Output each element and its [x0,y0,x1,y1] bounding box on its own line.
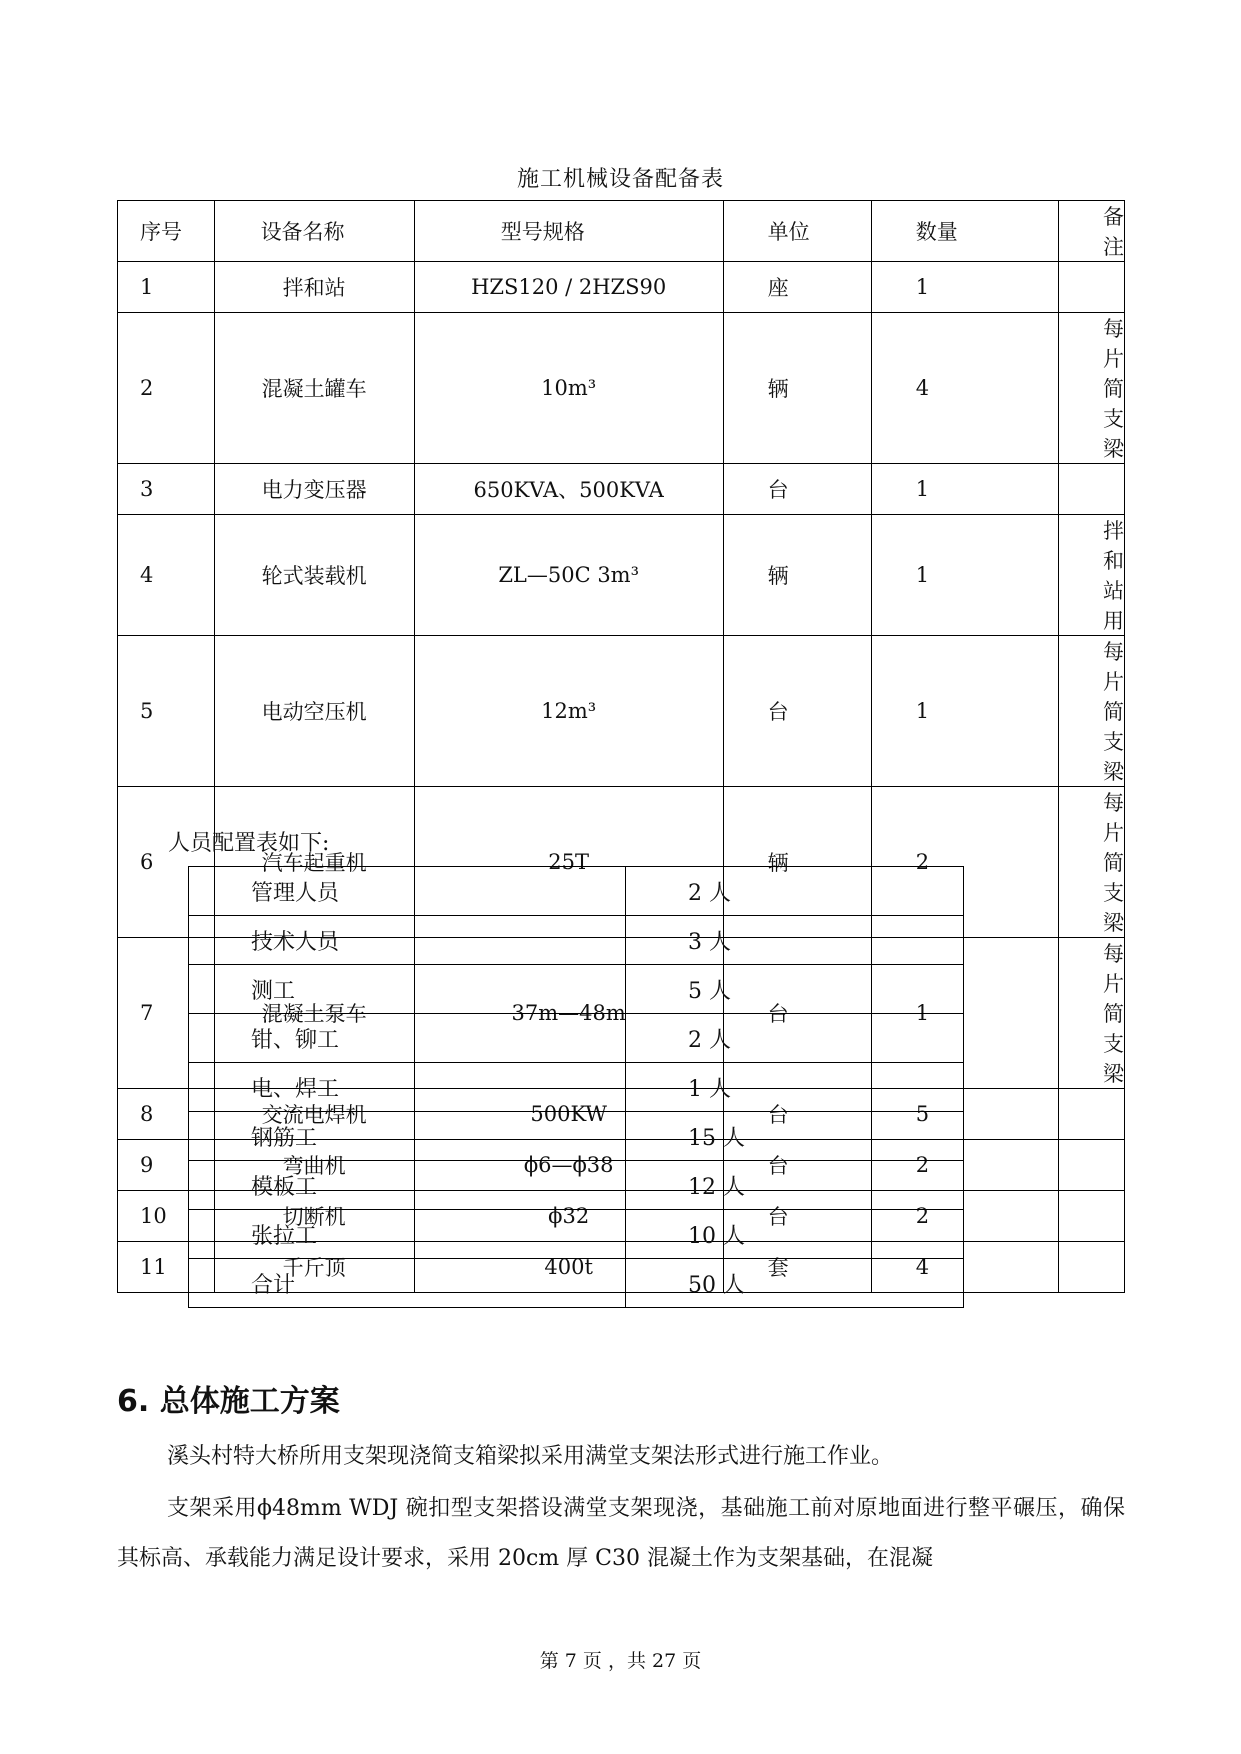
table-cell: 12m³ [414,636,723,787]
table-cell: 3 人 [626,916,964,965]
table-cell: 测工 [189,965,626,1014]
table-cell: 辆 [723,787,871,938]
table-cell: 台 [723,464,871,515]
table-cell: 650KVA、500KVA [414,464,723,515]
table-cell: 拌和站 [214,262,414,313]
table-cell: 4 [118,515,215,636]
table-cell: 每片简支梁 [1059,938,1125,1089]
table-cell: 每片简支梁 [1059,787,1125,938]
table-cell: 交流电焊机 [214,1089,414,1140]
table-cell: 台 [723,1191,871,1242]
section-heading: 6. 总体施工方案 [117,1384,340,1419]
header-cell: 型号规格 [414,201,723,262]
table-cell [1059,262,1125,313]
page-footer: 第 7 页 ，共 27 页 [539,1650,702,1672]
header-cell: 设备名称 [214,201,414,262]
table-cell: 6 [118,787,215,938]
table-cell [1059,1140,1125,1191]
table-cell: 电、焊工 [189,1063,626,1112]
table-cell: 台 [723,636,871,787]
table-cell: 座 [723,262,871,313]
table-row [189,916,964,965]
table-cell: 台 [723,1089,871,1140]
table-cell: 辆 [723,313,871,464]
table-cell: 10m³ [414,313,723,464]
table-cell: 7 [118,938,215,1089]
table-cell: 钢筋工 [189,1112,626,1161]
table-cell: 每片简支梁 [1059,636,1125,787]
table-cell: 汽车起重机 [214,787,414,938]
table-row [189,1112,964,1161]
paragraph: 支架采用ϕ48mm WDJ 碗扣型支架搭设满堂支架现浇，基础施工前对原地面进行整平碾压，确保其标高、承载能力满足设计要求，采用 20cm 厚 C30 混凝土作为支架基础，在混凝 [117,1496,1125,1571]
table-cell: HZS120 / 2HZS90 [414,262,723,313]
table-cell: 张拉工 [189,1210,626,1259]
table-cell: 15 人 [626,1112,964,1161]
paragraph: 溪头村特大桥所用支架现浇简支箱梁拟采用满堂支架法形式进行施工作业。 [167,1444,894,1469]
table-cell: 台 [723,1140,871,1191]
table-cell: 轮式装载机 [214,515,414,636]
table-cell: ϕ6—ϕ38 [414,1140,723,1191]
table-cell: ϕ32 [414,1191,723,1242]
table-row [189,1161,964,1210]
table-cell: 12 人 [626,1161,964,1210]
table-cell: 钳、铆工 [189,1014,626,1063]
table-cell: 8 [118,1089,215,1140]
table-cell: 2 [871,787,1058,938]
table-cell: 50 人 [626,1259,964,1308]
table-cell: 千斤顶 [214,1242,414,1293]
staff-table [188,866,964,1308]
table-cell [1059,1242,1125,1293]
table-cell: 合计 [189,1259,626,1308]
table-cell: 电动空压机 [214,636,414,787]
table-cell: 1 人 [626,1063,964,1112]
table-cell: 混凝土泵车 [214,938,414,1089]
table-cell: 1 [118,262,215,313]
table-cell: 1 [871,636,1058,787]
table-cell: 电力变压器 [214,464,414,515]
table-cell: 4 [871,1242,1058,1293]
table-cell: 每片简支梁 [1059,313,1125,464]
table-cell [1059,1191,1125,1242]
table-cell: 5 人 [626,965,964,1014]
table-cell [1059,464,1125,515]
table-cell: 25T [414,787,723,938]
header-cell: 单位 [723,201,871,262]
table-cell: 2 [871,1191,1058,1242]
table-cell: 管理人员 [189,867,626,916]
table-cell: 2 人 [626,1014,964,1063]
table-cell: 500KW [414,1089,723,1140]
table-cell: 1 [871,515,1058,636]
table-row [189,1210,964,1259]
table-cell: 1 [871,262,1058,313]
table-row [118,636,1125,787]
table-cell: 1 [871,464,1058,515]
equipment-table-header-row [118,201,1125,262]
table-cell: 11 [118,1242,215,1293]
table-cell: 5 [118,636,215,787]
header-cell: 备注 [1059,201,1125,262]
equipment-table-title: 施工机械设备配备表 [516,167,724,192]
table-row [189,867,964,916]
table-cell: 1 [871,938,1058,1089]
table-row [118,262,1125,313]
staff-table-body [189,867,964,1308]
header-cell: 序号 [118,201,215,262]
table-row [189,965,964,1014]
table-cell: 弯曲机 [214,1140,414,1191]
table-cell: 技术人员 [189,916,626,965]
table-cell [1059,1089,1125,1140]
table-cell: 模板工 [189,1161,626,1210]
table-row [189,1014,964,1063]
table-cell: 混凝土罐车 [214,313,414,464]
table-cell: 5 [871,1089,1058,1140]
table-cell: 9 [118,1140,215,1191]
table-cell: ZL—50C 3m³ [414,515,723,636]
table-row [118,515,1125,636]
table-cell: 3 [118,464,215,515]
table-cell: 套 [723,1242,871,1293]
table-row [118,313,1125,464]
table-row [189,1259,964,1308]
table-cell: 400t [414,1242,723,1293]
table-cell: 10 人 [626,1210,964,1259]
table-cell: 切断机 [214,1191,414,1242]
table-cell: 2 [871,1140,1058,1191]
staff-table-label: 人员配置表如下: [168,831,330,856]
table-cell: 10 [118,1191,215,1242]
table-cell: 37m—48m [414,938,723,1089]
table-cell: 2 [118,313,215,464]
table-row [189,1063,964,1112]
table-cell: 台 [723,938,871,1089]
table-cell: 拌和站用 [1059,515,1125,636]
header-cell: 数量 [871,201,1058,262]
table-cell: 辆 [723,515,871,636]
table-cell: 2 人 [626,867,964,916]
table-cell: 4 [871,313,1058,464]
table-row [118,464,1125,515]
